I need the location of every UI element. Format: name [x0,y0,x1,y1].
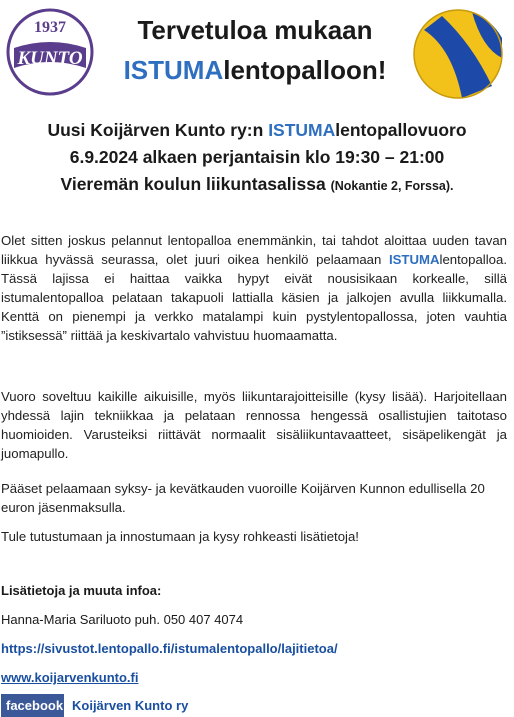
facebook-page-name[interactable]: Koijärven Kunto ry [72,698,189,713]
sub-prefix: Uusi Koijärven Kunto ry:n [47,120,269,140]
facebook-icon[interactable]: facebook [1,694,64,717]
club-logo [6,8,94,96]
venue-address: (Nokantie 2, Forssa). [330,179,454,193]
lentopallo-link[interactable]: https://sivustot.lentopallo.fi/istumalentopallo/lajitietoa/ [1,641,338,656]
logo-year: 1937 [34,19,66,36]
paragraph-intro [1,231,507,345]
paragraph-invite: Tule tutustumaan ja innostumaan ja kysy rohkeasti lisätietoja! [1,529,359,544]
info-heading: Lisätietoja ja muuta infoa: [1,583,162,598]
header [0,0,514,105]
title-line-2 [100,50,410,90]
sub-line-3 [10,171,504,200]
volleyball-icon [412,8,504,100]
facebook-row[interactable] [1,694,188,717]
contact-person: Hanna-Maria Sariluoto puh. 050 407 4074 [1,612,244,627]
p1-highlight: ISTUMA [388,252,440,267]
sub-highlight: ISTUMA [268,120,336,140]
sub-line-2: 6.9.2024 alkaen perjantaisin klo 19:30 – 21:00 [69,147,445,167]
p1-rest: lentopalloa. Tässä lajissa ei haittaa vaikka hypyt eivät nousisikaan korkealle, sillä istumalentopalloa pelataan takapuoli lattialla käsien ja jalkojen avulla liikkumalla. Kenttä on pienempi ja verkko matalampi kuin pystylentopallossa, joten vauhtia ”istiksessä” riittää ja keskivartalo vahvistuu huomaamatta. [1,252,507,343]
page-title [100,10,410,90]
paragraph-membership: Pääset pelaamaan syksy- ja kevätkauden vuoroille Koijärven Kunnon edullisella 20 euron jäsenmaksulla. [1,481,485,515]
title-line-1: Tervetuloa mukaan [137,15,373,45]
session-details [10,117,504,200]
sub-rest: lentopallovuoro [335,120,467,140]
venue: Vieremän koulun liikuntasalissa [60,174,326,194]
website-link[interactable]: www.koijarvenkunto.fi [1,670,139,685]
title-rest: lentopalloon! [223,55,387,85]
logo-name: KUNTO [17,48,83,69]
sub-line-1 [10,117,504,144]
p1-start: Olet sitten joskus pelannut lentopalloa enemmänkin, tai tahdot aloittaa uuden tavan liikkua hyvässä seurassa, olet juuri oikea henkilö pelaamaan [1,233,507,267]
title-highlight: ISTUMA [123,55,224,85]
paragraph-audience: Vuoro soveltuu kaikille aikuisille, myös liikuntarajoitteisille (kysy lisää). Harjoitellaan yhdessä lajin tekniikkaa ja pelataan rennossa hengessä osallistujien taitotaso huomioiden. Varusteiksi riittävät normaalit sisäliikuntavaatteet, sisäpelikengät ja juomapullo. [1,389,507,461]
